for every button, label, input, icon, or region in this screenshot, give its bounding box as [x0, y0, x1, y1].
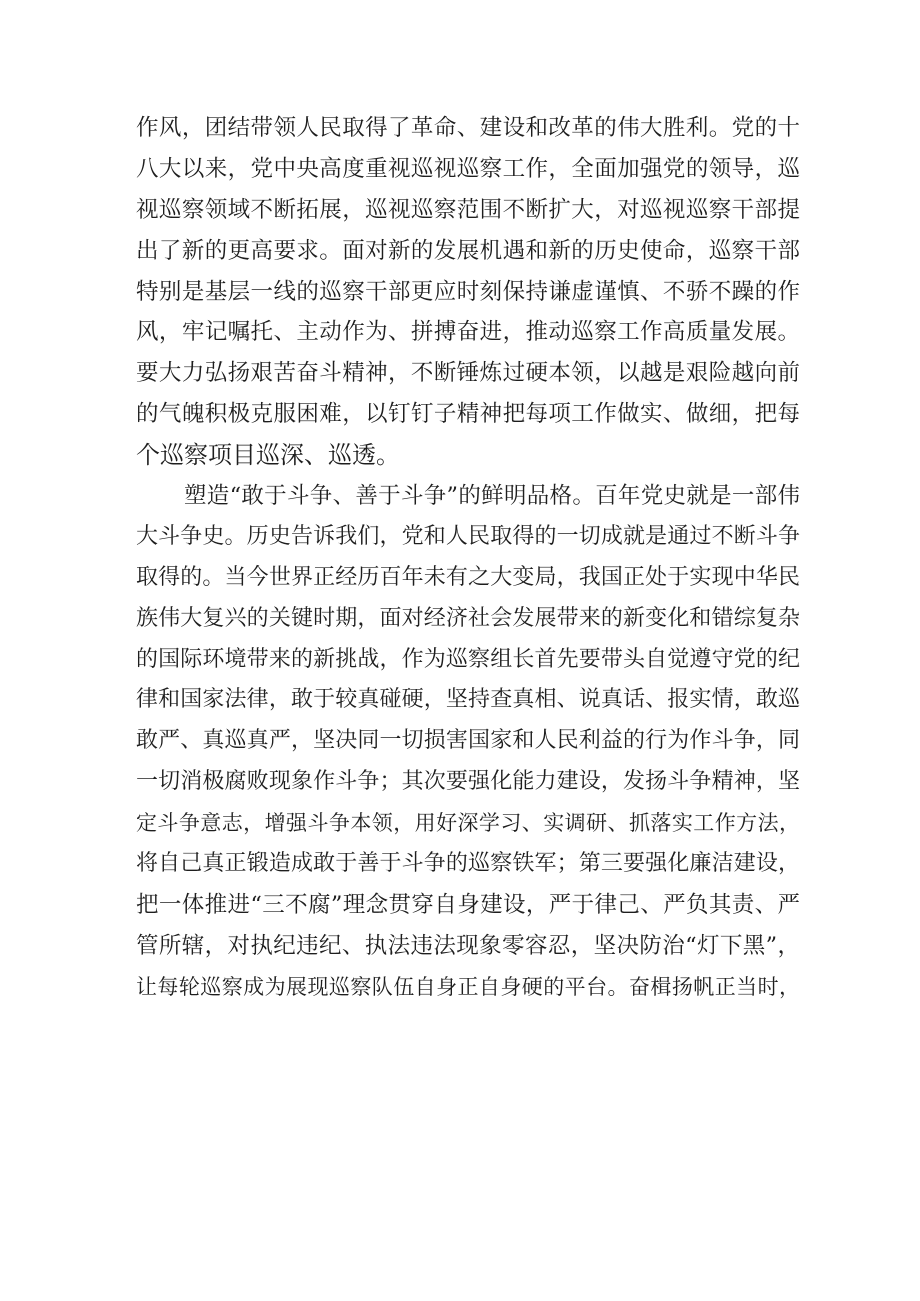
text-line: 取得的。当今世界正经历百年未有之大变局，我国正处于实现中华民	[136, 564, 800, 590]
text-line: 将自己真正锻造成敢于善于斗争的巡察铁军；第三要强化廉洁建设，	[136, 851, 800, 877]
text-line: 个巡察项目巡深、巡透。	[136, 441, 400, 470]
body-text	[136, 108, 800, 1008]
text-line: 风，牢记嘱托、主动作为、拼搏奋进，推动巡察工作高质量发展。	[136, 319, 800, 346]
text-line: 作风，团结带领人民取得了革命、建设和改革的伟大胜利。党的十	[136, 115, 800, 141]
text-line: 让每轮巡察成为展现巡察队伍自身正自身硬的平台。奋楫扬帆正当时，	[136, 974, 800, 999]
text-line: 的气魄积极克服困难，以钉钉子精神把每项工作做实、做细，把每	[136, 401, 800, 428]
text-line: 要大力弘扬艰苦奋斗精神，不断锤炼过硬本领，以越是艰险越向前	[136, 360, 800, 387]
text-line: 律和国家法律，敢于较真碰硬，坚持查真相、说真话、报实情，敢巡	[136, 687, 800, 713]
text-line: 大斗争史。历史告诉我们，党和人民取得的一切成就是通过不断斗争	[136, 523, 800, 549]
text-line: 族伟大复兴的关键时期，面对经济社会发展带来的新变化和错综复杂	[136, 605, 800, 631]
text-line: 的国际环境带来的新挑战，作为巡察组长首先要带头自觉遵守党的纪	[136, 646, 800, 672]
text-line: 出了新的更高要求。面对新的发展机遇和新的历史使命，巡察干部	[136, 237, 800, 264]
text-line: 一切消极腐败现象作斗争；其次要强化能力建设，发扬斗争精神，坚	[136, 769, 800, 795]
text-line: 管所辖，对执纪违纪、执法违法现象零容忍，坚决防治“灯下黑”，	[136, 932, 800, 959]
text-line: 把一体推进“三不腐”理念贯穿自身建设，严于律己、严负其责、严	[136, 891, 800, 918]
text-line: 八大以来，党中央高度重视巡视巡察工作，全面加强党的领导，巡	[136, 155, 800, 182]
text-line: 敢严、真巡真严，坚决同一切损害国家和人民利益的行为作斗争，同	[136, 728, 800, 754]
text-line: 定斗争意志，增强斗争本领，用好深学习、实调研、抓落实工作方法，	[136, 811, 800, 836]
text-line: 特别是基层一线的巡察干部更应时刻保持谦虚谨慎、不骄不躁的作	[136, 278, 800, 305]
text-line: 视巡察领域不断拓展，巡视巡察范围不断扩大，对巡视巡察干部提	[136, 196, 800, 223]
paragraph-first-line: 塑造“敢于斗争、善于斗争”的鲜明品格。百年党史就是一部伟	[184, 483, 800, 510]
